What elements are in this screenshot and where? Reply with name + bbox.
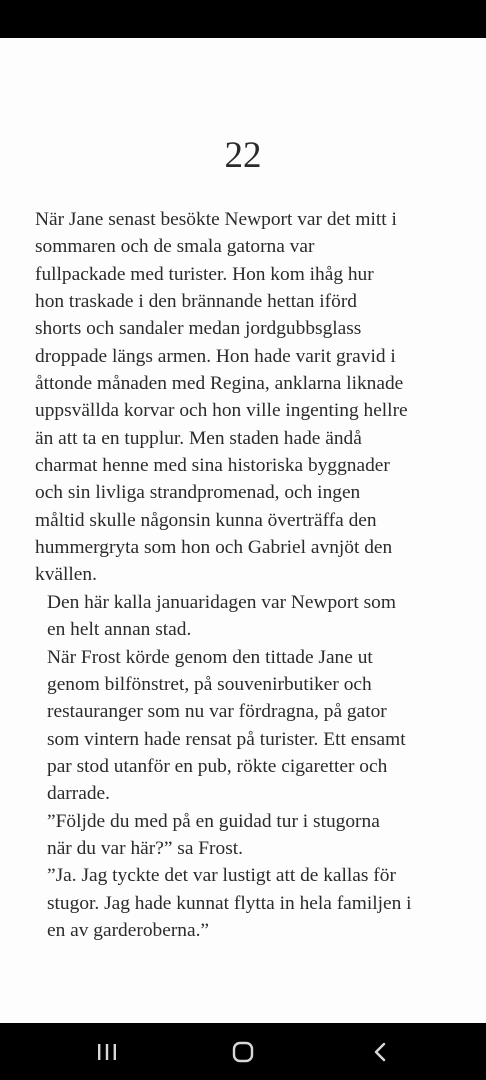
paragraph — [35, 589, 455, 644]
text-line: genom bilfönstret, på souvenirbutiker och — [47, 673, 372, 695]
text-line: ”Ja. Jag tyckte det var lustigt att de kallas för — [47, 865, 396, 887]
text-line: restauranger som nu var fördragna, på gator — [47, 701, 387, 723]
text-line: och sin livliga strandpromenad, och ingen — [35, 482, 361, 504]
home-icon — [231, 1040, 255, 1064]
paragraph — [35, 206, 455, 589]
text-line: charmat henne med sina historiska byggnader — [35, 455, 390, 477]
text-line: stugor. Jag hade kunnat flytta in hela familjen i — [47, 892, 412, 914]
text-line: Den här kalla januaridagen var Newport som — [47, 591, 396, 613]
text-line: åttonde månaden med Regina, anklarna liknade — [35, 373, 404, 395]
recent-apps-icon — [96, 1042, 118, 1062]
reader-page[interactable] — [0, 38, 486, 1023]
text-line: hon traskade i den brännande hettan iförd — [35, 291, 357, 313]
chapter-number: 22 — [224, 135, 262, 176]
text-line: darrade. — [47, 783, 110, 805]
text-line: hummergryta som hon och Gabriel avnjöt den — [35, 537, 393, 559]
status-bar — [0, 0, 486, 38]
text-line: kvällen. — [35, 564, 97, 586]
recent-apps-button[interactable] — [77, 1033, 137, 1071]
text-line: än att ta en tupplur. Men staden hade ändå — [35, 427, 362, 449]
text-line: en av garderoberna.” — [47, 919, 210, 941]
text-line: När Jane senast besökte Newport var det mitt i — [35, 209, 397, 230]
text-line: sommaren och de smala gatorna var — [35, 236, 315, 258]
text-line: par stod utanför en pub, rökte cigaretter och — [47, 755, 388, 777]
back-chevron-icon — [370, 1040, 390, 1064]
paragraph — [35, 808, 455, 863]
text-line: som vintern hade rensat på turister. Ett ensamt — [47, 728, 406, 750]
back-button[interactable] — [350, 1033, 410, 1071]
text-line: en helt annan stad. — [47, 619, 192, 641]
paragraph — [35, 862, 455, 944]
text-line: när du var här?” sa Frost. — [47, 837, 243, 859]
text-line: ”Följde du med på en guidad tur i stugorna — [47, 810, 380, 832]
home-button[interactable] — [213, 1033, 273, 1071]
text-line: måltid skulle någonsin kunna överträffa den — [35, 509, 377, 531]
text-line: fullpackade med turister. Hon kom ihåg hur — [35, 263, 374, 285]
text-line: uppsvällda korvar och hon ville ingenting hellre — [35, 400, 408, 422]
paragraph — [35, 644, 455, 808]
text-line: shorts och sandaler medan jordgubbsglass — [35, 318, 362, 340]
navigation-bar — [0, 1023, 486, 1080]
text-line: När Frost körde genom den tittade Jane ut — [47, 646, 373, 668]
chapter-text — [35, 206, 455, 944]
text-line: droppade längs armen. Hon hade varit gravid i — [35, 345, 396, 367]
